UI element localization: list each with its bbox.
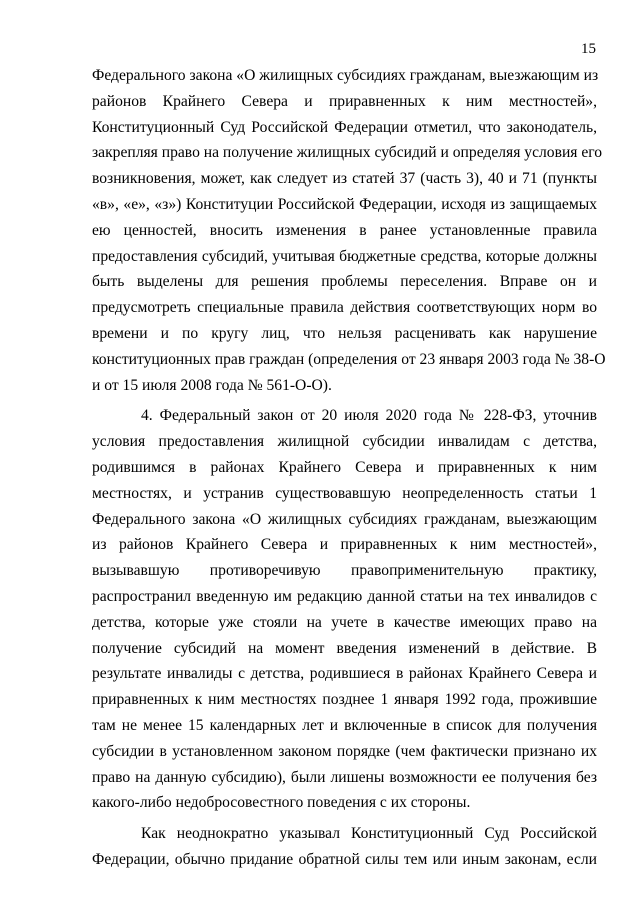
text-line: какого-либо недобросовестного поведения с их стороны. [92,794,471,812]
text-line: вызывавшую противоречивую правоприменительную практику, [92,562,597,580]
text-line: 4. Федеральный закон от 20 июля 2020 года № 228-ФЗ, уточнив [141,407,597,425]
text-line: закрепляя право на получение жилищных субсидий и определяя условия его [92,144,603,162]
text-line: «в», «е», «з») Конституции Российской Федерации, исходя из защищаемых [92,195,597,213]
text-line: условия предоставления жилищной субсидии инвалидам с детства, [92,433,597,451]
text-line: времени и по кругу лиц, что нельзя расценивать как нарушение [92,324,597,342]
text-line: предоставления субсидий, учитывая бюджетные средства, которые должны [92,247,597,265]
paragraph-item-4 [92,403,597,816]
text-line: и от 15 июля 2008 года № 561-О-О). [92,376,332,394]
text-line: Федерации, обычно придание обратной силы тем или иным законам, если [92,850,597,868]
text-line: право на данную субсидию), были лишены возможности ее получения без [92,768,597,786]
text-line: Конституционный Суд Российской Федерации отметил, что законодатель, [92,118,597,136]
text-line: местностях, и устранив существовавшую неопределенность статьи 1 [92,484,597,502]
text-line: получение субсидий на момент введения изменений в действие. В [92,639,597,657]
text-line: там не менее 15 календарных лет и включенные в список для получения [92,716,597,734]
paragraph-continued [92,63,606,398]
text-line: распространил введенную им редакцию данной статьи на тех инвалидов с [92,587,597,605]
text-line: Федерального закона «О жилищных субсидиях гражданам, выезжающим из [92,67,599,84]
text-line: субсидии в установленном законом порядке (чем фактически признано их [92,742,597,760]
text-line: Федерального закона «О жилищных субсидиях гражданам, выезжающим [92,510,597,528]
document-body [92,63,606,873]
page-number: 15 [581,41,596,57]
text-line: предусмотреть специальные правила действия соответствующих норм во [92,299,597,317]
text-line: приравненных к ним местностях позднее 1 января 1992 года, прожившие [92,691,597,709]
text-line: быть выделены для решения проблемы переселения. Вправе он и [92,273,597,291]
text-line: Как неоднократно указывал Конституционный Суд Российской [141,825,597,843]
paragraph-next [92,821,597,873]
text-line: районов Крайнего Севера и приравненных к ним местностей», [92,92,597,110]
text-line: ею ценностей, вносить изменения в ранее установленные правила [92,221,597,239]
text-line: детства, которые уже стояли на учете в качестве имеющих право на [92,613,597,631]
text-line: из районов Крайнего Севера и приравненных к ним местностей», [92,536,597,554]
text-line: родившимся в районах Крайнего Севера и приравненных к ним [92,458,597,476]
text-line: конституционных прав граждан (определения от 23 января 2003 года № 38-О [92,350,606,368]
text-line: возникновения, может, как следует из статей 37 (часть 3), 40 и 71 (пункты [92,170,597,188]
text-line: результате инвалиды с детства, родившиеся в районах Крайнего Севера и [92,665,597,683]
